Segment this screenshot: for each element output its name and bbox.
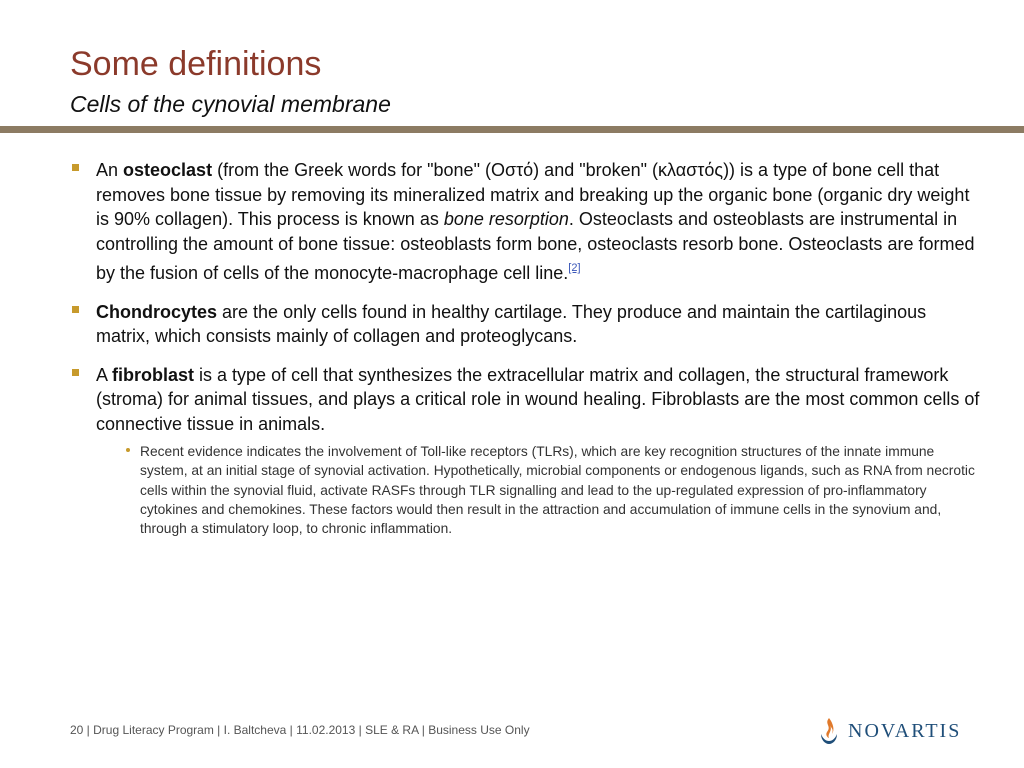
square-bullet-icon: [72, 164, 79, 171]
bullet-fibroblast: [70, 363, 985, 539]
header-divider: [0, 126, 1024, 133]
novartis-logo: [818, 714, 963, 748]
text-run: are the only cells found in healthy cartilage. They produce and maintain the cartilaginous matrix, which consists mainly of collagen and proteoglycans.: [96, 301, 927, 346]
bullet-chondrocytes: [70, 300, 985, 349]
text-run: (from the Greek words for "bone" (Οστό) and "broken" (κλαστός)) is a type of bone cell that removes bone tissue by removing its mineralized matrix and breaking up the organic bone (organic dry weight is 90% collagen). This process is known as: [96, 160, 970, 229]
bullet-osteoclast: [70, 158, 985, 286]
term-fibroblast: fibroblast: [112, 364, 195, 385]
footer-text: 20 | Drug Literacy Program | I. Baltcheva | 11.02.2013 | SLE & RA | Business Use Only: [70, 723, 530, 737]
text-run: A: [96, 364, 113, 385]
logo-wordmark: NOVARTIS: [848, 719, 962, 742]
square-bullet-icon: [72, 369, 79, 376]
reference-link[interactable]: [2]: [568, 262, 581, 274]
bullet-text: [96, 363, 985, 437]
slide-title: Some definitions: [70, 45, 322, 83]
square-bullet-icon: [72, 306, 79, 313]
term-bone-resorption: bone resorption: [443, 209, 569, 229]
bullet-text: [96, 158, 985, 286]
sub-bullet-tlr: [96, 442, 985, 538]
dot-bullet-icon: [126, 448, 130, 452]
slide-subtitle: Cells of the cynovial membrane: [70, 91, 391, 117]
bullet-text: [96, 300, 985, 349]
sub-bullet-text: Recent evidence indicates the involvement of Toll-like receptors (TLRs), which are key recognition structures of the innate immune system, at an initial stage of synovial activation. Hypothetically, microbial components or endogenous ligands, such as RNA from necrotic cells within the synovial fluid, activate RASFs through TLR signalling and lead to the up-regulated expression of pro-inflammatory cytokines and chemokines. These factors would then result in the attraction and accumulation of immune cells in the synovium and, through a stimulatory loop, to chronic inflammation.: [140, 444, 975, 537]
term-osteoclast: osteoclast: [123, 160, 213, 180]
slide-content: [70, 158, 985, 552]
text-run: . Osteoclasts and osteoblasts are instrumental in controlling the amount of bone tissue: osteoblasts form bone, osteoclasts resorb bone. Osteoclasts are formed by the fusion of cells of the monocyte-macrophage cell line.: [96, 209, 975, 283]
text-run: An: [96, 160, 124, 180]
text-run: is a type of cell that synthesizes the extracellular matrix and collagen, the structural framework (stroma) for animal tissues, and plays a critical role in wound healing. Fibroblasts are the most common cells of connective tissue in animals.: [96, 364, 980, 434]
novartis-flame-icon: [818, 716, 840, 746]
term-chondrocytes: Chondrocytes: [96, 301, 218, 322]
